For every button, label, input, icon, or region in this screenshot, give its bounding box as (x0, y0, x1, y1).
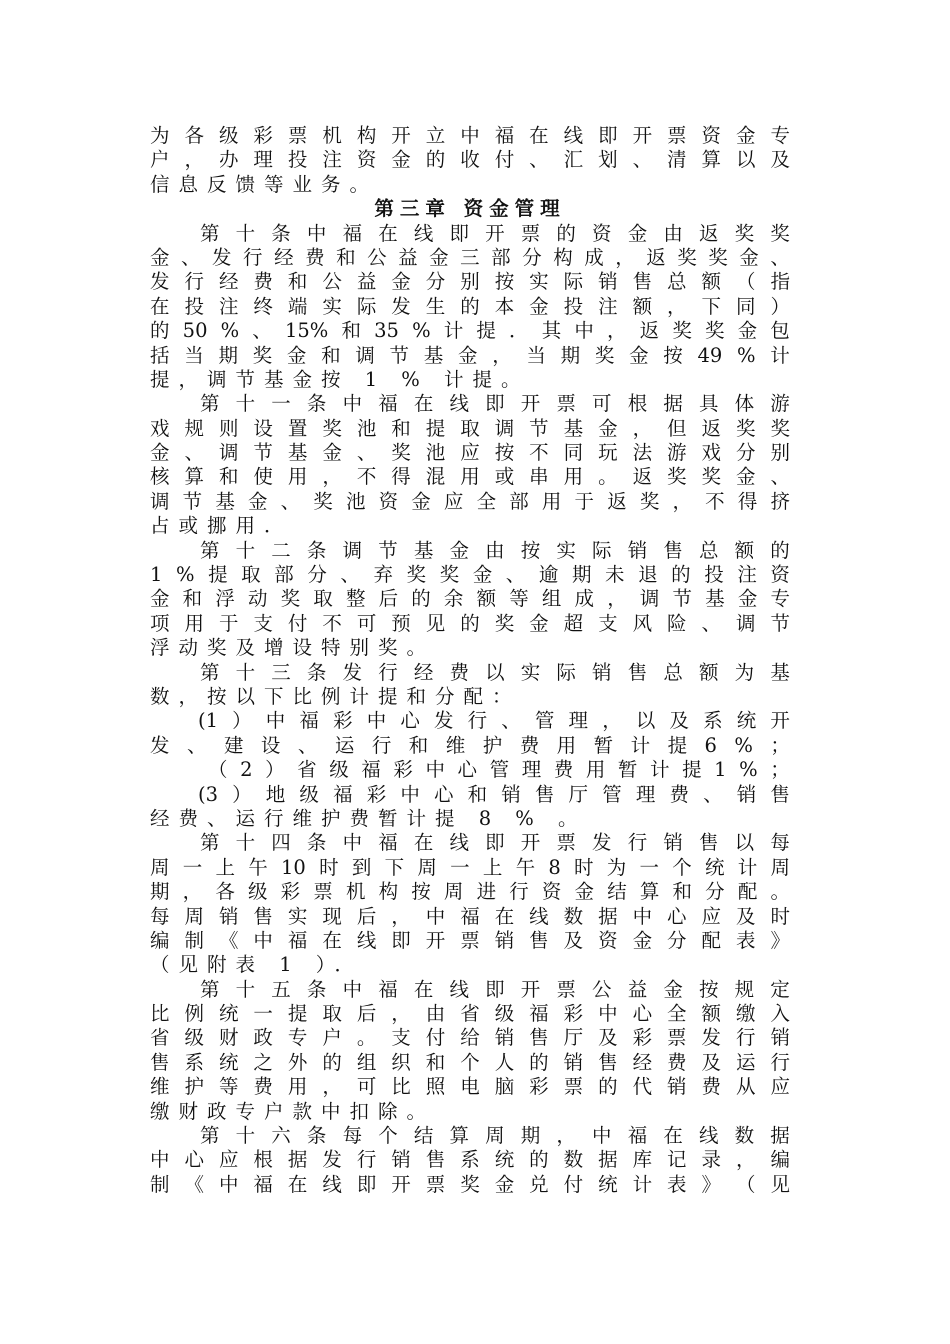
text-line: 第 十 三 条 发 行 经 费 以 实 际 销 售 总 额 为 基 (200, 660, 790, 684)
text-line: 售 系 统 之 外 的 组 织 和 个 人 的 销 售 经 费 及 运 行 (150, 1050, 790, 1074)
text-line: 项 用 于 支 付 不 可 预 见 的 奖 金 超 支 风 险 、 调 节 (150, 611, 790, 635)
text-line: 信息反馈等业务。 (150, 172, 379, 196)
text-line: 维 护 等 费 用 ， 可 比 照 电 脑 彩 票 的 代 销 费 从 应 (150, 1075, 790, 1099)
text-line: （ 2 ） 省 级 福 彩 中 心 管 理 费 用 暂 计 提 1 % ； (208, 758, 790, 782)
text-line: 第 十 六 条 每 个 结 算 周 期 ， 中 福 在 线 数 据 (200, 1124, 790, 1148)
text-line: 占或挪用． (150, 514, 293, 538)
text-line: 缴财政专户款中扣除。 (150, 1099, 436, 1123)
text-line: 调 节 基 金 、 奖 池 资 金 应 全 部 用 于 返 奖 ， 不 得 挤 (150, 489, 790, 513)
text-line: 金 和 浮 动 奖 取 整 后 的 余 额 等 组 成 ， 调 节 基 金 专 (150, 587, 790, 611)
text-line: 金 、 发 行 经 费 和 公 益 金 三 部 分 构 成 ， 返 奖 奖 金 、 (150, 245, 790, 269)
text-line: 戏 规 则 设 置 奖 池 和 提 取 调 节 基 金 ， 但 返 奖 奖 (150, 416, 790, 440)
text-line: 在 投 注 终 端 实 际 发 生 的 本 金 投 注 额 ， 下 同 ） (150, 294, 790, 318)
text-line: 第 十 五 条 中 福 在 线 即 开 票 公 益 金 按 规 定 (200, 977, 790, 1001)
chapter-heading: 第三章 资金管理 (374, 197, 566, 221)
text-line: (1 ） 中 福 彩 中 心 发 行 、 管 理 ， 以 及 系 统 开 (198, 709, 790, 733)
text-line: 户 ， 办 理 投 注 资 金 的 收 付 、 汇 划 、 清 算 以 及 (150, 148, 790, 172)
text-line: 数，按以下比例计提和分配： (150, 684, 521, 708)
text-line: 经费、运行维护费暂计提 8 % 。 (150, 806, 587, 830)
text-line: 第 十 一 条 中 福 在 线 即 开 票 可 根 据 具 体 游 (200, 392, 790, 416)
document-page (150, 124, 790, 1197)
text-line: 1 % 提 取 部 分 、 弃 奖 奖 金 、 逾 期 未 退 的 投 注 资 (150, 563, 790, 587)
text-line: 发 行 经 费 和 公 益 金 分 别 按 实 际 销 售 总 额 （ 指 (150, 270, 790, 294)
text-line: 比 例 统 一 提 取 后 ， 由 省 级 福 彩 中 心 全 额 缴 入 (150, 1002, 790, 1026)
text-line: 省 级 财 政 专 户 。 支 付 给 销 售 厅 及 彩 票 发 行 销 (150, 1026, 790, 1050)
text-line: 周 一 上 午 10 时 到 下 周 一 上 午 8 时 为 一 个 统 计 周 (150, 855, 790, 879)
text-line: 中 心 应 根 据 发 行 销 售 系 统 的 数 据 库 记 录 ， 编 (150, 1148, 790, 1172)
text-line: 每 周 销 售 实 现 后 ， 中 福 在 线 数 据 中 心 应 及 时 (150, 904, 790, 928)
text-line: （见附表 1 ）． (150, 953, 364, 977)
text-line: 编 制 《 中 福 在 线 即 开 票 销 售 及 资 金 分 配 表 》 (150, 928, 790, 952)
text-line: 发 、 建 设 、 运 行 和 维 护 费 用 暂 计 提 6 % ； (150, 733, 790, 757)
text-line: 提，调节基金按 1 % 计提。 (150, 367, 530, 391)
text-line: (3 ） 地 级 福 彩 中 心 和 销 售 厅 管 理 费 、 销 售 (198, 782, 790, 806)
text-line: 的 50 % 、 15% 和 35 % 计 提 ． 其 中 ， 返 奖 奖 金 包 (150, 319, 790, 343)
text-line: 制 《 中 福 在 线 即 开 票 奖 金 兑 付 统 计 表 》 （ 见 (150, 1172, 790, 1196)
text-line: 金 、 调 节 基 金 、 奖 池 应 按 不 同 玩 法 游 戏 分 别 (150, 441, 790, 465)
text-line: 为 各 级 彩 票 机 构 开 立 中 福 在 线 即 开 票 资 金 专 (150, 124, 790, 147)
text-line: 核 算 和 使 用 ， 不 得 混 用 或 串 用 。 返 奖 奖 金 、 (150, 465, 790, 489)
text-line: 期 ， 各 级 彩 票 机 构 按 周 进 行 资 金 结 算 和 分 配 。 (150, 880, 790, 904)
text-line: 浮动奖及增设特别奖。 (150, 636, 436, 660)
text-line: 第 十 条 中 福 在 线 即 开 票 的 资 金 由 返 奖 奖 (200, 221, 790, 245)
text-line: 括 当 期 奖 金 和 调 节 基 金 ， 当 期 奖 金 按 49 % 计 (150, 343, 790, 367)
text-line: 第 十 二 条 调 节 基 金 由 按 实 际 销 售 总 额 的 (200, 538, 790, 562)
text-line: 第 十 四 条 中 福 在 线 即 开 票 发 行 销 售 以 每 (200, 831, 790, 855)
